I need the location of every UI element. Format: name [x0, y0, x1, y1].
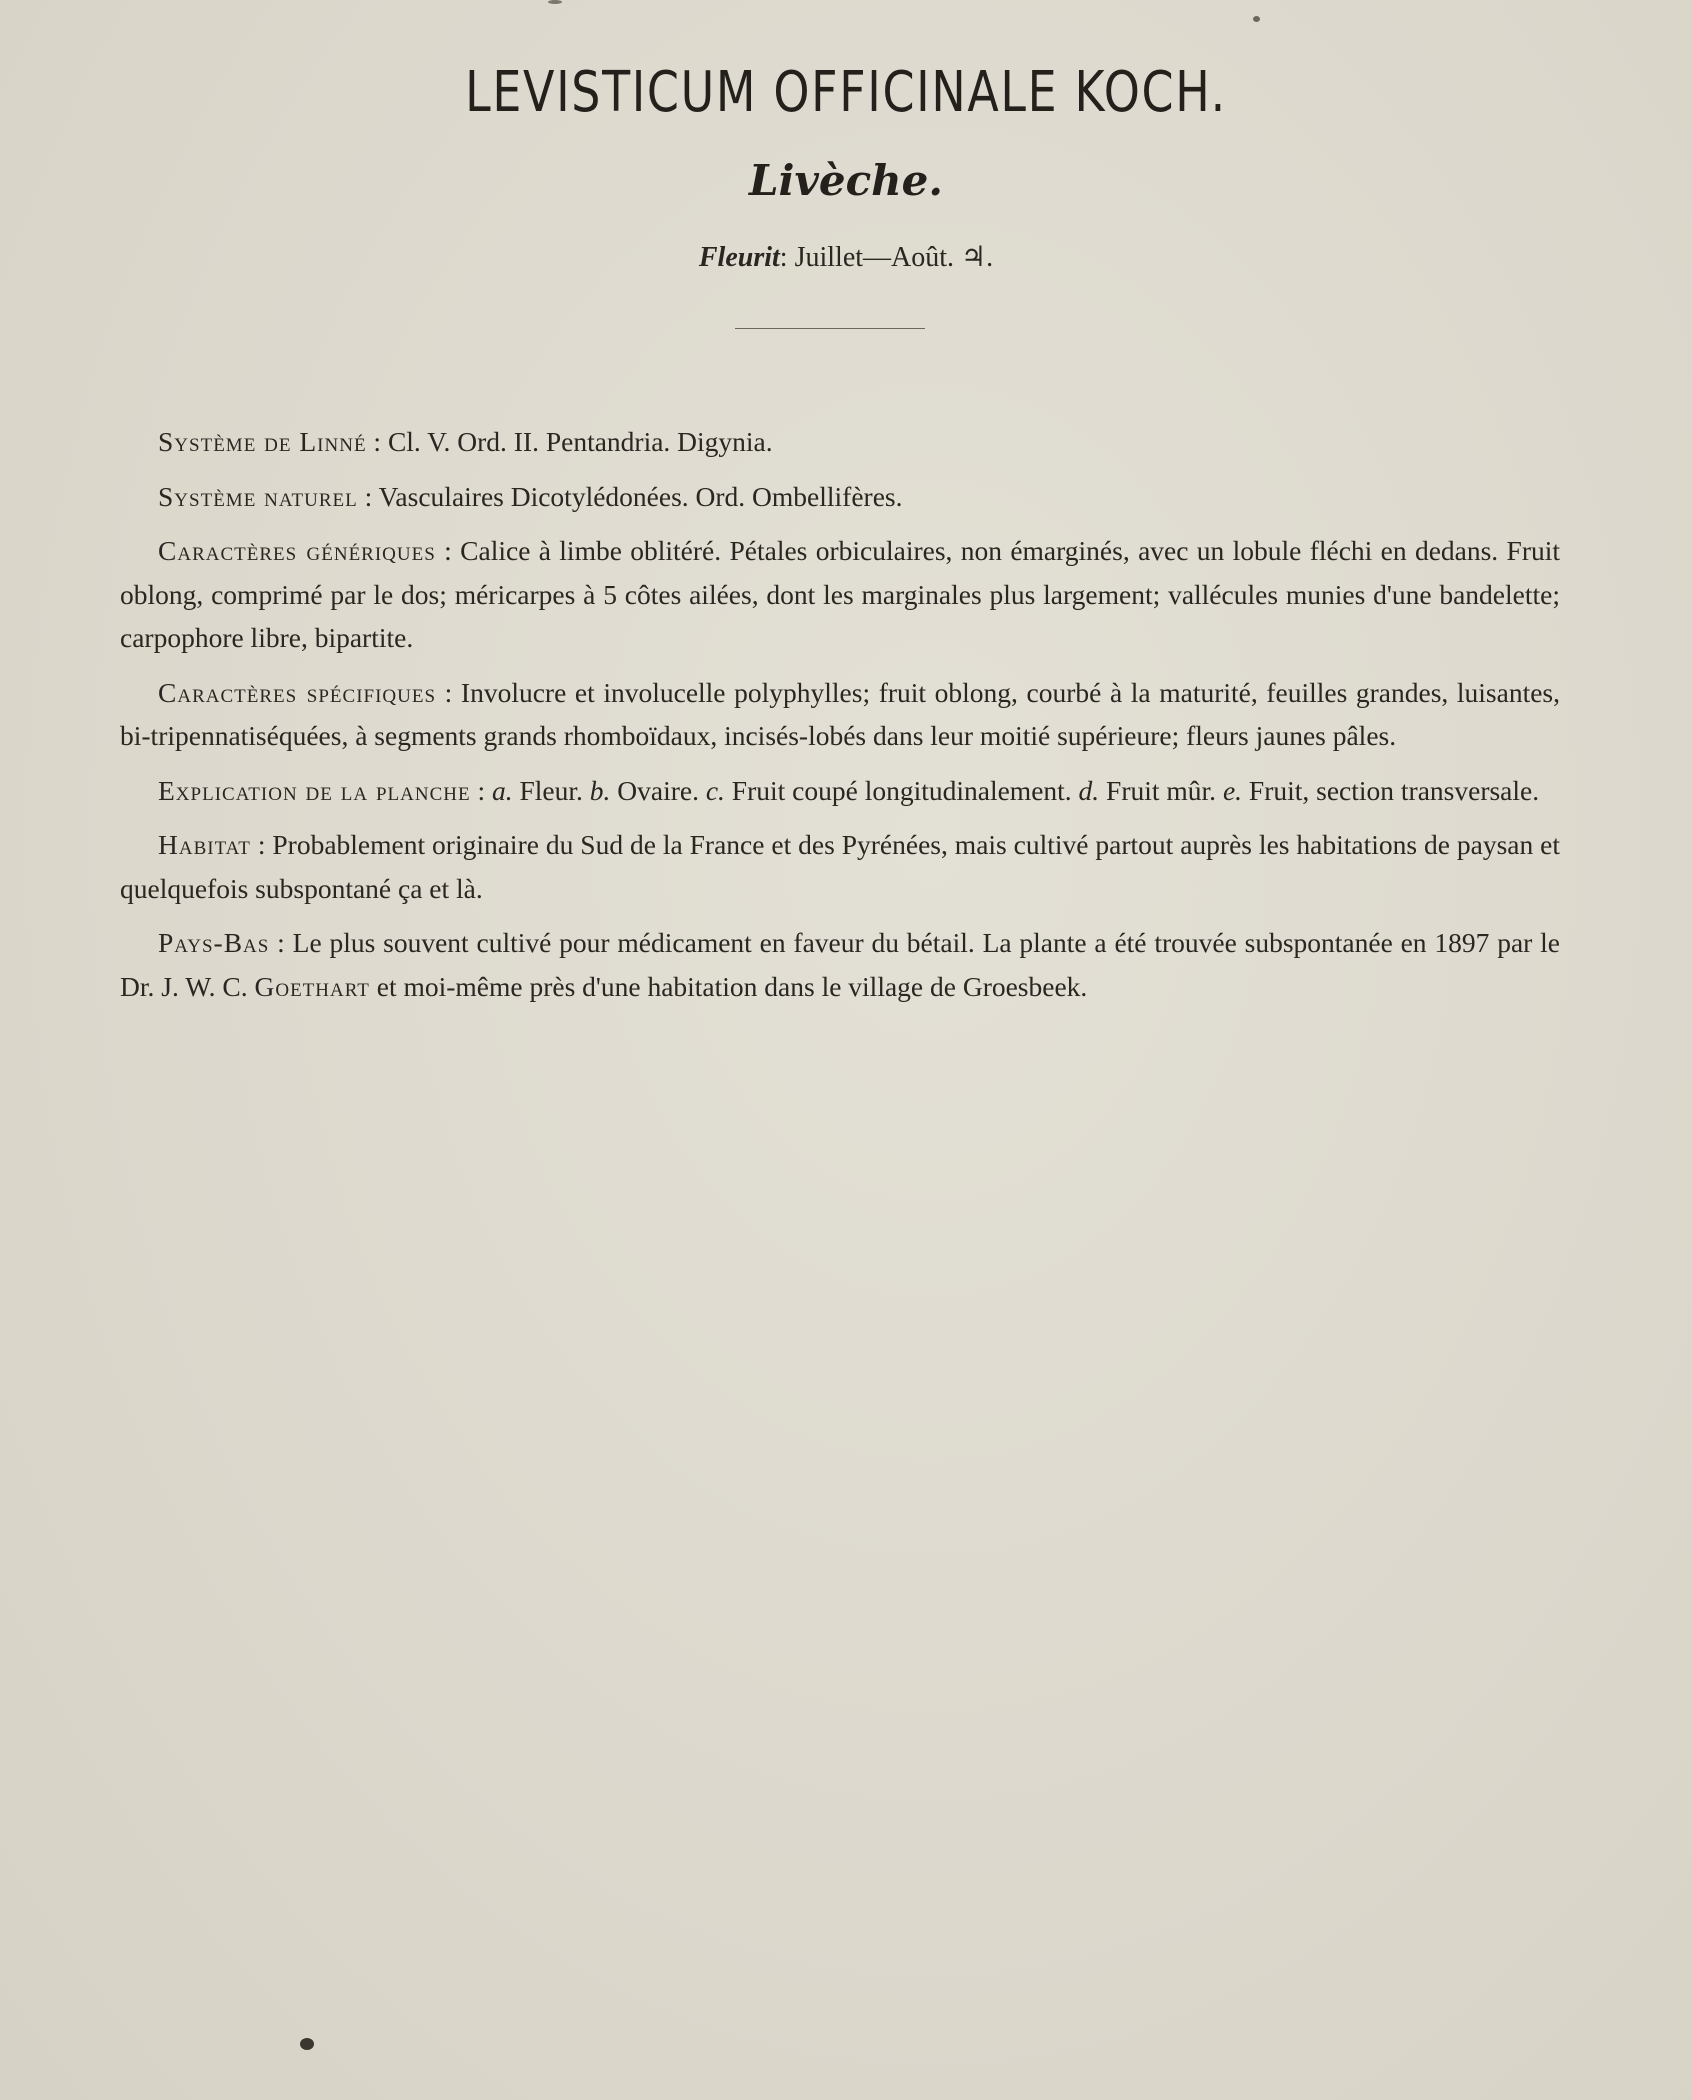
species-title: LEVISTICUM OFFICINALE KOCH. [465, 60, 1227, 125]
plate-text-a: Fleur. [519, 774, 583, 806]
plate-key-e: e. [1222, 774, 1243, 806]
description-body [120, 420, 1560, 1019]
paragraph-planche: Explication de la planche : a. Fleur. b. Ovaire. c. Fruit coupé longitudinalement. d. Fruit mûr. e. Fruit, section transversale. [158, 774, 1540, 806]
flowering-label: Fleurit [698, 242, 780, 273]
label-generiques: Caractères génériques [158, 535, 436, 566]
text-naturel: Vasculaires Dicotylédonées. Ord. Ombellifères. [378, 480, 903, 512]
text-specifiques: Involucre et involucelle polyphylles; fruit oblong, courbé à la maturité, feuilles grandes, luisantes, bi-tripennatiséquées, à segments grands rhomboïdaux, incisés-lobés dans leur moitié supérieure; fleurs jaunes pâles. [120, 676, 1560, 751]
paragraph-naturel: Système naturel : Vasculaires Dicotylédonées. Ord. Ombellifères. [158, 480, 903, 512]
text-generiques: Calice à limbe oblitéré. Pétales orbiculaires, non émarginés, avec un lobule fléchi en dedans. Fruit oblong, comprimé par le dos; méricarpes à 5 côtes ailées, dont les marginales plus largement; vallécules munies d'une bandelette; carpophore libre, bipartite. [120, 535, 1561, 653]
flowering-colon: : [779, 242, 795, 273]
label-planche: Explication de la planche [158, 774, 471, 806]
paragraph-linne: Système de Linné : Cl. V. Ord. II. Pentandria. Digynia. [158, 426, 773, 457]
label-specifiques: Caractères spécifiques [158, 676, 437, 708]
plate-key-b: b. [589, 774, 611, 806]
plate-text-b: Ovaire. [617, 774, 699, 806]
paragraph-paysbas: Pays-Bas : Le plus souvent cultivé pour médicament en faveur du bétail. La plante a été trouvée subspontanée en 1897 par le Dr. J. W. C. Goethart et moi-même près d'une habitation dans le village de Groesbeek. [120, 927, 1560, 1002]
plate-key-c: c. [705, 774, 725, 806]
title-divider [735, 328, 925, 329]
text-paysbas-before: Le plus souvent cultivé pour médicament en faveur du bétail. La plante a été trouvée subspontanée en 1897 par le Dr. J. W. C. [120, 927, 1560, 1002]
plate-text-e: Fruit, section transversale. [1248, 774, 1540, 806]
label-naturel: Système naturel [158, 480, 358, 512]
plate-text-d: Fruit mûr. [1106, 774, 1217, 806]
ink-speck [300, 2038, 314, 2050]
person-name-goethart: Goethart [254, 970, 370, 1002]
plate-text-c: Fruit coupé longitudinalement. [731, 774, 1072, 806]
ink-speck [548, 0, 562, 4]
common-name: Livèche. [748, 156, 944, 205]
paragraph-habitat: Habitat : Probablement originaire du Sud de la France et des Pyrénées, mais cultivé partout auprès les habitations de paysan et quelquefois subspontané ça et là. [120, 829, 1560, 904]
label-paysbas: Pays-Bas [158, 927, 270, 958]
text-paysbas-after: et moi-même près d'une habitation dans le village de Groesbeek. [376, 970, 1088, 1002]
flowering-value: Juillet—Août. ♃. [794, 242, 994, 273]
label-habitat: Habitat [158, 829, 251, 860]
ink-speck [1253, 16, 1260, 22]
text-habitat: Probablement originaire du Sud de la France et des Pyrénées, mais cultivé partout auprès les habitations de paysan et quelquefois subspontané ça et là. [120, 829, 1560, 904]
plate-key-d: d. [1078, 774, 1100, 806]
plate-key-a: a. [491, 774, 513, 806]
flowering-line [0, 240, 1692, 274]
text-linne: Cl. V. Ord. II. Pentandria. Digynia. [387, 426, 773, 457]
paragraph-generiques: Caractères génériques : Calice à limbe oblitéré. Pétales orbiculaires, non émarginés, avec un lobule fléchi en dedans. Fruit oblong, comprimé par le dos; méricarpes à 5 côtes ailées, dont les marginales plus largement; vallécules munies d'une bandelette; carpophore libre, bipartite. [120, 535, 1561, 653]
paragraph-specifiques: Caractères spécifiques : Involucre et involucelle polyphylles; fruit oblong, courbé à la maturité, feuilles grandes, luisantes, bi-tripennatiséquées, à segments grands rhomboïdaux, incisés-lobés dans leur moitié supérieure; fleurs jaunes pâles. [120, 676, 1560, 751]
label-linne: Système de Linné [158, 426, 367, 457]
